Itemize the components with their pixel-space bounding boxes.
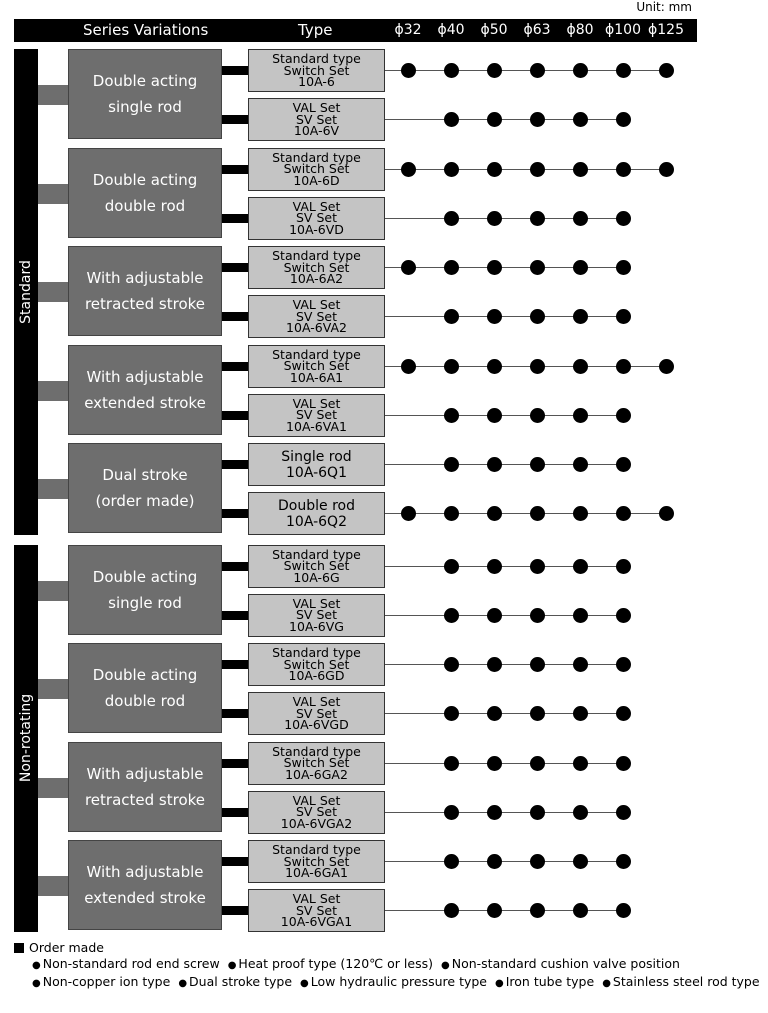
availability-dot [487, 63, 502, 78]
type-line: SV Set [296, 607, 337, 623]
type-box [248, 742, 385, 785]
type-box [248, 98, 385, 141]
type-line: 10A-6GA2 [285, 766, 348, 782]
series-branch [38, 876, 68, 896]
availability-dot [487, 162, 502, 177]
note-item: ● Non-standard cushion valve position [441, 956, 680, 971]
type-line: Switch Set [283, 755, 350, 771]
availability-dot [444, 260, 459, 275]
availability-dot [444, 309, 459, 324]
type-line: 10A-6G [293, 569, 340, 585]
availability-dot [444, 657, 459, 672]
notes-line-2 [14, 974, 768, 992]
availability-dot [616, 805, 631, 820]
notes-line-1 [14, 956, 768, 974]
availability-dot [530, 309, 545, 324]
type-line: VAL Set [292, 297, 341, 313]
type-box [248, 49, 385, 92]
series-branch [38, 85, 68, 105]
availability-dot [573, 559, 588, 574]
type-line: VAL Set [292, 792, 341, 808]
type-box [248, 295, 385, 338]
availability-dot [616, 260, 631, 275]
availability-dot [487, 506, 502, 521]
series-name-line: Double acting [92, 666, 198, 684]
type-line: SV Set [296, 308, 337, 324]
type-line: Standard type [272, 248, 361, 264]
availability-dot [573, 211, 588, 226]
type-line: SV Set [296, 804, 337, 820]
type-line: Switch Set [283, 853, 350, 869]
series-box [68, 840, 222, 930]
type-box [248, 148, 385, 191]
availability-dot [487, 805, 502, 820]
availability-dot [487, 359, 502, 374]
series-name-line: (order made) [95, 492, 195, 510]
availability-dot [573, 162, 588, 177]
availability-dot [487, 112, 502, 127]
series-name-line: With adjustable [86, 367, 204, 386]
type-line: 10A-6GA1 [285, 865, 348, 881]
group-label-1: Non-rotating [18, 693, 34, 783]
diameter-heading-5: ϕ100 [605, 22, 641, 38]
series-name-line: single rod [108, 593, 182, 612]
type-line: 10A-6A1 [289, 369, 344, 385]
availability-dot [530, 657, 545, 672]
type-box [248, 197, 385, 240]
availability-dot [487, 854, 502, 869]
type-line: Standard type [272, 645, 361, 661]
availability-dot [487, 608, 502, 623]
availability-dot [444, 63, 459, 78]
availability-dot [616, 657, 631, 672]
note-item: ● Stainless steel rod type [602, 974, 759, 989]
type-box [248, 791, 385, 834]
type-line: VAL Set [292, 100, 341, 116]
series-box [68, 643, 222, 733]
connector [222, 709, 248, 718]
series-branch [38, 479, 68, 499]
type-line: Standard type [272, 842, 361, 858]
availability-dot [530, 608, 545, 623]
connector [222, 214, 248, 223]
note-item: ● Iron tube type [495, 974, 594, 989]
type-line: 10A-6VG [289, 618, 344, 634]
note-item: ● Non-standard rod end screw [32, 956, 220, 971]
availability-dot [616, 608, 631, 623]
type-line: VAL Set [292, 595, 341, 611]
availability-dot [616, 706, 631, 721]
availability-dot [573, 408, 588, 423]
type-line: SV Set [296, 407, 337, 423]
availability-dot [487, 756, 502, 771]
type-line: SV Set [296, 210, 337, 226]
availability-dot [444, 805, 459, 820]
type-box [248, 545, 385, 588]
type-box [248, 643, 385, 686]
type-line: 10A-6VA2 [286, 320, 347, 336]
availability-dot [616, 162, 631, 177]
availability-dot [530, 805, 545, 820]
type-line: 10A-6VGD [284, 717, 349, 733]
connector [222, 562, 248, 571]
availability-dot [530, 359, 545, 374]
series-branch [38, 679, 68, 699]
availability-dot [444, 408, 459, 423]
availability-dot [573, 63, 588, 78]
availability-dot [530, 706, 545, 721]
availability-dot [444, 506, 459, 521]
availability-dot [530, 903, 545, 918]
square-bullet-icon [14, 943, 24, 953]
type-line: 10A-6VA1 [286, 418, 347, 434]
availability-dot [530, 162, 545, 177]
notes-heading: Order made [29, 940, 104, 955]
type-line: Double rod [278, 497, 355, 514]
availability-dot [616, 112, 631, 127]
availability-dot [616, 506, 631, 521]
availability-dot [444, 359, 459, 374]
type-line: Standard type [272, 51, 361, 67]
connector [222, 759, 248, 768]
availability-dot [573, 854, 588, 869]
availability-dot [573, 506, 588, 521]
type-line: 10A-6Q2 [286, 513, 347, 530]
availability-dot [444, 457, 459, 472]
series-box [68, 49, 222, 139]
availability-dot [530, 211, 545, 226]
availability-dot [487, 657, 502, 672]
availability-dot [487, 457, 502, 472]
note-item: ● Low hydraulic pressure type [300, 974, 487, 989]
availability-dot [616, 903, 631, 918]
availability-dot [659, 359, 674, 374]
connector [222, 808, 248, 817]
availability-dot [573, 260, 588, 275]
series-name-line: With adjustable [86, 764, 204, 783]
series-box [68, 742, 222, 832]
type-line: 10A-6VD [289, 221, 344, 237]
type-heading: Type [298, 21, 333, 39]
series-branch [38, 381, 68, 401]
diameter-heading-2: ϕ50 [480, 22, 508, 38]
type-line: 10A-6 [298, 74, 335, 90]
series-name-line: retracted stroke [84, 295, 206, 313]
availability-dot [616, 359, 631, 374]
availability-dot [487, 903, 502, 918]
connector [222, 611, 248, 620]
series-name-line: extended stroke [84, 393, 206, 412]
note-item: ● Heat proof type (120℃ or less) [228, 956, 433, 971]
availability-dot [401, 63, 416, 78]
availability-dot [659, 506, 674, 521]
type-line: VAL Set [292, 198, 341, 214]
type-line: 10A-6Q1 [286, 464, 347, 481]
availability-dot [444, 608, 459, 623]
connector [222, 857, 248, 866]
series-box [68, 148, 222, 238]
availability-dot [659, 63, 674, 78]
availability-dot [616, 63, 631, 78]
series-name-line: With adjustable [86, 269, 204, 287]
availability-dot [401, 359, 416, 374]
availability-dot [573, 457, 588, 472]
series-box [68, 443, 222, 533]
type-box [248, 246, 385, 289]
type-line: 10A-6GD [288, 668, 345, 684]
availability-dot [487, 559, 502, 574]
type-line: Standard type [272, 743, 361, 759]
type-line: VAL Set [292, 694, 341, 710]
type-line: SV Set [296, 705, 337, 721]
type-box [248, 345, 385, 388]
type-line: Switch Set [283, 656, 350, 672]
type-line: Switch Set [283, 161, 350, 177]
type-line: Switch Set [283, 259, 350, 275]
availability-dot [401, 260, 416, 275]
type-line: 10A-6VGA2 [280, 815, 353, 831]
availability-dot [530, 756, 545, 771]
unit-label: Unit: mm [636, 0, 692, 14]
series-name-line: Double acting [92, 567, 198, 586]
availability-dot [530, 559, 545, 574]
type-line: 10A-6VGA1 [280, 914, 353, 930]
series-name-line: Double acting [92, 170, 198, 189]
availability-dot [530, 854, 545, 869]
availability-dot [444, 756, 459, 771]
type-box [248, 889, 385, 932]
type-box [248, 492, 385, 535]
group-bar-1 [14, 545, 38, 932]
availability-dot [530, 506, 545, 521]
series-name-line: double rod [104, 692, 186, 710]
connector [222, 906, 248, 915]
type-line: Switch Set [283, 358, 350, 374]
availability-dot [444, 211, 459, 226]
availability-dot [573, 608, 588, 623]
type-line: Single rod [281, 448, 352, 465]
connector [222, 165, 248, 174]
series-name-line: single rod [108, 98, 182, 116]
type-line: Switch Set [283, 62, 350, 78]
availability-dot [530, 63, 545, 78]
series-box [68, 545, 222, 635]
type-line: Standard type [272, 149, 361, 165]
diameter-heading-0: ϕ32 [394, 22, 422, 38]
availability-dot [487, 309, 502, 324]
series-branch [38, 282, 68, 302]
type-line: VAL Set [292, 395, 341, 411]
availability-dot [616, 854, 631, 869]
type-box [248, 594, 385, 637]
type-line: Standard type [272, 346, 361, 362]
type-line: 10A-6D [293, 172, 340, 188]
connector [222, 66, 248, 75]
diameter-heading-6: ϕ125 [648, 22, 684, 38]
availability-dot [401, 506, 416, 521]
note-item: ● Dual stroke type [178, 974, 292, 989]
availability-dot [444, 903, 459, 918]
connector [222, 263, 248, 272]
availability-dot [573, 903, 588, 918]
series-name-line: Double acting [92, 72, 198, 90]
series-name-line: Dual stroke [102, 466, 188, 484]
availability-dot [573, 657, 588, 672]
availability-dot [573, 309, 588, 324]
connector [222, 509, 248, 518]
type-box [248, 692, 385, 735]
availability-dot [487, 408, 502, 423]
availability-dot [444, 559, 459, 574]
type-line: 10A-6V [293, 123, 340, 139]
availability-dot [444, 162, 459, 177]
type-box [248, 840, 385, 883]
availability-dot [487, 706, 502, 721]
availability-dot [616, 211, 631, 226]
availability-dot [530, 457, 545, 472]
diameter-heading-1: ϕ40 [437, 22, 465, 38]
connector [222, 411, 248, 420]
series-branch [38, 581, 68, 601]
availability-dot [616, 559, 631, 574]
group-bar-0 [14, 49, 38, 535]
series-box [68, 246, 222, 336]
availability-dot [444, 854, 459, 869]
series-name-line: With adjustable [86, 863, 204, 881]
connector [222, 312, 248, 321]
connector [222, 460, 248, 469]
availability-dot [573, 756, 588, 771]
series-branch [38, 778, 68, 798]
connector [222, 115, 248, 124]
availability-dot [616, 756, 631, 771]
availability-dot [616, 309, 631, 324]
connector [222, 362, 248, 371]
diameter-heading-3: ϕ63 [523, 22, 551, 38]
availability-dot [487, 260, 502, 275]
series-variations-heading: Series Variations [83, 21, 209, 39]
diameter-heading-4: ϕ80 [566, 22, 594, 38]
series-name-line: retracted stroke [84, 790, 206, 809]
availability-dot [573, 359, 588, 374]
type-line: Switch Set [283, 558, 350, 574]
availability-dot [530, 260, 545, 275]
type-line: VAL Set [292, 891, 341, 907]
series-name-line: extended stroke [84, 889, 206, 907]
availability-dot [573, 112, 588, 127]
availability-dot [616, 408, 631, 423]
type-line: 10A-6A2 [289, 271, 344, 287]
series-name-line: double rod [104, 196, 186, 215]
availability-dot [573, 805, 588, 820]
availability-dot [401, 162, 416, 177]
type-line: SV Set [296, 111, 337, 127]
availability-dot [659, 162, 674, 177]
series-branch [38, 184, 68, 204]
type-line: SV Set [296, 902, 337, 918]
availability-dot [616, 457, 631, 472]
connector [222, 660, 248, 669]
order-made-notes [14, 940, 768, 992]
group-label-0: Standard [18, 259, 34, 324]
availability-dot [573, 706, 588, 721]
table-header [14, 19, 697, 42]
type-line: Standard type [272, 546, 361, 562]
availability-dot [444, 112, 459, 127]
note-item: ● Non-copper ion type [32, 974, 170, 989]
series-box [68, 345, 222, 435]
availability-dot [530, 112, 545, 127]
type-box [248, 394, 385, 437]
type-box [248, 443, 385, 486]
availability-dot [530, 408, 545, 423]
availability-dot [444, 706, 459, 721]
availability-dot [487, 211, 502, 226]
